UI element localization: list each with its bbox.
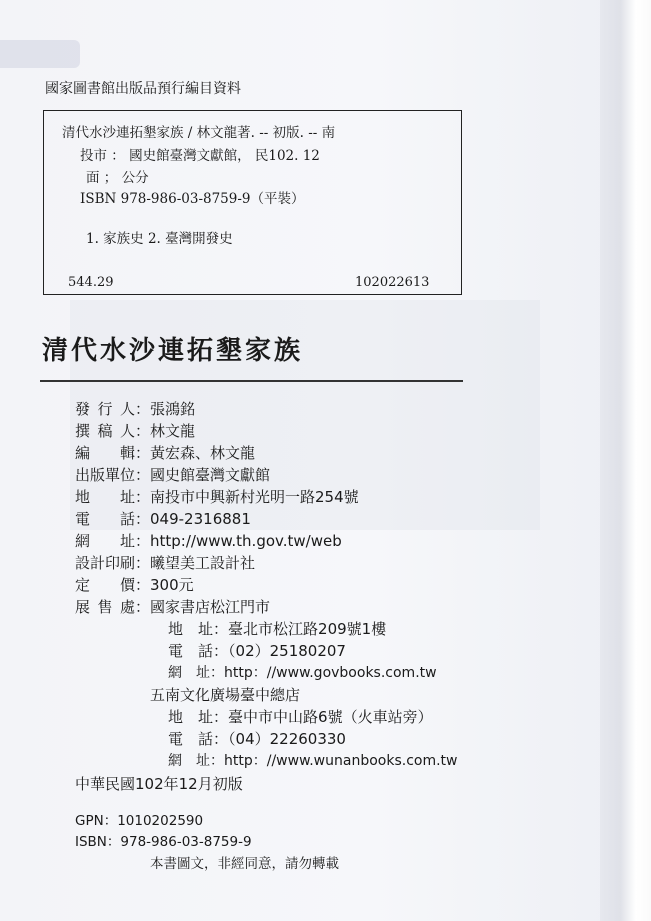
cip-header: 國家圖書館出版品預行編目資料 (45, 81, 241, 97)
store2-name: 五南文化廣場臺中總店 (150, 686, 301, 704)
store2-address-row: 地 址：臺中市中山路6號（火車站旁） (168, 708, 433, 726)
phone-label: 電話 (75, 510, 135, 528)
publisher-label: 發行人 (75, 400, 135, 418)
sales-label: 展售處 (75, 598, 135, 616)
book-spine-shadow (600, 0, 651, 921)
store2-web-label: 網 址 (168, 753, 210, 769)
publisher-value: 張鴻銘 (150, 400, 196, 418)
store2-web-value: http：//www.wunanbooks.com.tw (224, 753, 458, 769)
web-row: 網址：http://www.th.gov.tw/web (75, 532, 342, 550)
author-value: 林文龍 (150, 422, 196, 440)
store2-web-row: 網 址：http：//www.wunanbooks.com.tw (168, 753, 458, 769)
author-row: 撰稿人：林文龍 (75, 422, 196, 440)
cip-line-4: ISBN 978-986-03-8759-9（平裝） (80, 191, 305, 207)
editor-label: 編輯 (75, 444, 135, 462)
cip-line-5: 1. 家族史 2. 臺灣開發史 (86, 231, 233, 247)
store1-web-value: http：//www.govbooks.com.tw (224, 665, 437, 681)
editor-value: 黃宏森、林文龍 (150, 444, 256, 462)
store1-web-row: 網 址：http：//www.govbooks.com.tw (168, 665, 437, 681)
store1-name: 國家書店松江門市 (150, 598, 271, 616)
store1-phone-value: （02）25180207 (228, 642, 346, 660)
web-value: http://www.th.gov.tw/web (150, 532, 342, 550)
store2-phone-value: （04）22260330 (228, 730, 346, 748)
store1-phone-row: 電 話：（02）25180207 (168, 642, 346, 660)
bleed-through-mark (0, 40, 80, 68)
store1-address-label: 地 址 (168, 620, 214, 638)
unit-value: 國史館臺灣文獻館 (150, 466, 271, 484)
author-label: 撰稿人 (75, 422, 135, 440)
copyright-note: 本書圖文，非經同意，請勿轉載 (150, 856, 339, 872)
edition-line: 中華民國102年12月初版 (75, 775, 243, 793)
phone-row: 電話：049-2316881 (75, 510, 251, 528)
unit-row: 出版單位：國史館臺灣文獻館 (75, 466, 271, 484)
sales-row: 展售處：國家書店松江門市 (75, 598, 271, 616)
cip-record-number: 102022613 (355, 275, 430, 290)
cip-line-3: 面 ； 公分 (86, 170, 149, 186)
store1-address-value: 臺北市松江路209號1樓 (228, 620, 387, 638)
price-row: 定價：300元 (75, 576, 194, 594)
editor-row: 編輯：黃宏森、林文龍 (75, 444, 256, 462)
design-row: 設計印刷：曦望美工設計社 (75, 554, 256, 572)
design-value: 曦望美工設計社 (150, 554, 256, 572)
publisher-row: 發行人：張鴻銘 (75, 400, 196, 418)
book-title: 清代水沙連拓墾家族 (42, 336, 304, 366)
address-row: 地址：南投市中興新村光明一路254號 (75, 488, 359, 506)
store1-web-label: 網 址 (168, 665, 210, 681)
cip-line-2: 投市 ： 國史館臺灣文獻館， 民102. 12 (80, 148, 320, 164)
design-label: 設計印刷 (75, 554, 136, 572)
title-divider (40, 380, 463, 382)
isbn-line: ISBN：978-986-03-8759-9 (75, 834, 252, 850)
price-label: 定價 (75, 576, 135, 594)
store1-address-row: 地 址：臺北市松江路209號1樓 (168, 620, 387, 638)
store2-address-label: 地 址 (168, 708, 214, 726)
store1-phone-label: 電 話 (168, 642, 214, 660)
address-label: 地址 (75, 488, 135, 506)
store2-phone-row: 電 話：（04）22260330 (168, 730, 346, 748)
phone-value: 049-2316881 (150, 510, 251, 528)
price-value: 300元 (150, 576, 194, 594)
store2-address-value: 臺中市中山路6號（火車站旁） (228, 708, 433, 726)
unit-label: 出版單位 (75, 466, 136, 484)
gpn-line: GPN：1010202590 (75, 813, 204, 829)
web-label: 網址 (75, 532, 135, 550)
cip-line-1: 清代水沙連拓墾家族 / 林文龍著. -- 初版. -- 南 (62, 125, 336, 141)
store2-phone-label: 電 話 (168, 730, 214, 748)
address-value: 南投市中興新村光明一路254號 (150, 488, 359, 506)
cip-class-number: 544.29 (68, 275, 114, 290)
